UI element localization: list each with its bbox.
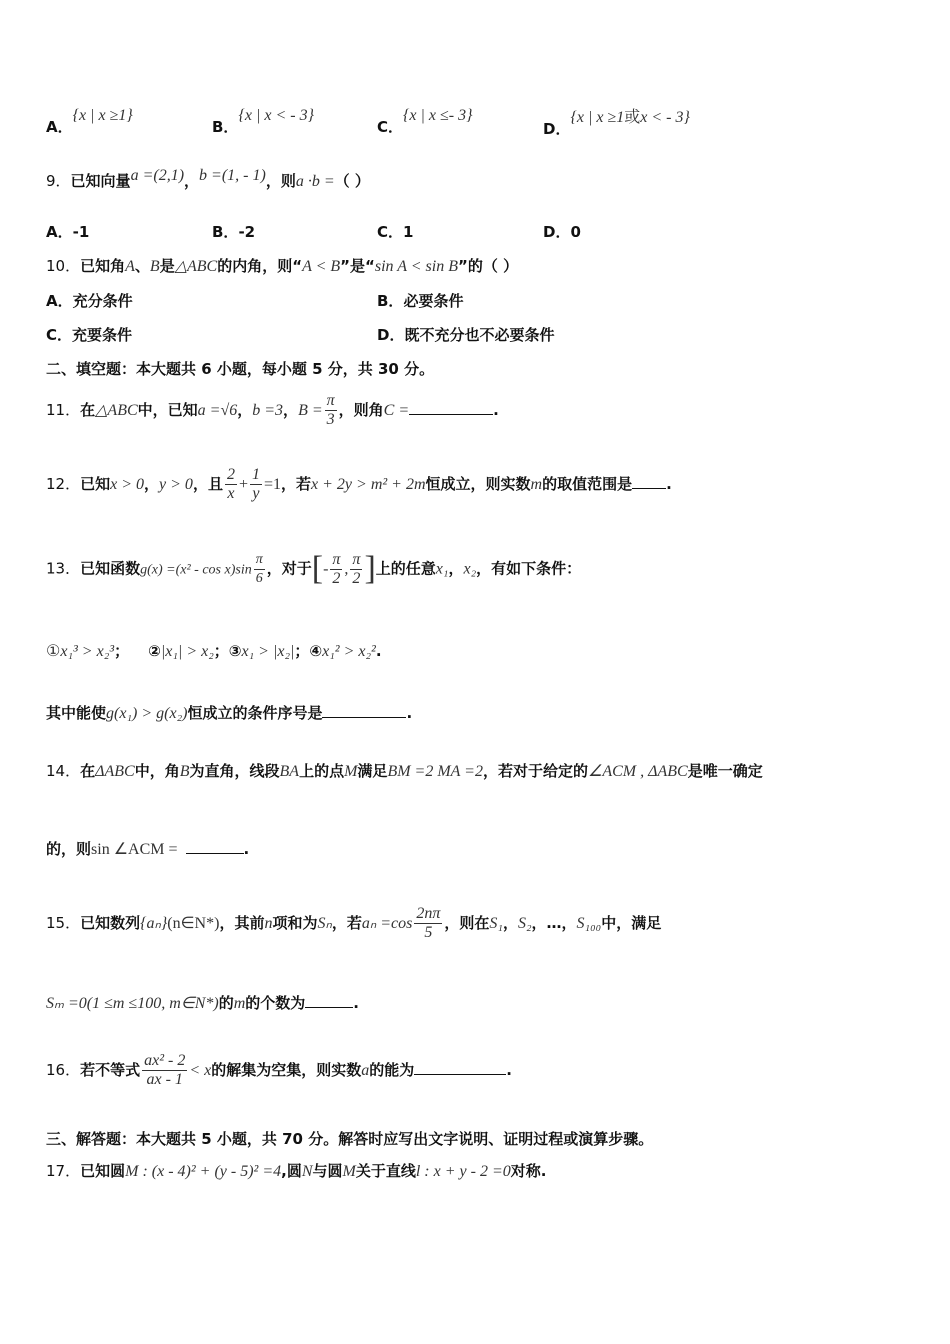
math-equals: =1 — [263, 476, 282, 493]
condition-4: x₁² > x₂² — [322, 643, 376, 660]
question-text: 、 — [134, 257, 150, 275]
math-condition: Sₘ =0(1 ≤m ≤100, m∈N*) — [46, 995, 219, 1012]
option-label: D． — [543, 223, 571, 241]
math-sum: S₁₀₀ — [576, 915, 602, 932]
math-n: n — [264, 915, 273, 932]
question-text: ”是“ — [340, 257, 375, 275]
math-inequality: x + 2y > m² + 2m — [311, 476, 426, 493]
fraction-denominator: 2 — [352, 569, 361, 587]
question-10 — [46, 255, 518, 276]
math-a: a — [361, 1062, 370, 1079]
question-text: ， — [237, 401, 253, 419]
math-sum: S₂ — [517, 915, 532, 932]
question-text: ,圆 — [281, 1162, 302, 1180]
option-math: {x | x < - 3} — [238, 107, 314, 124]
question-text: 已知圆 — [80, 1162, 126, 1180]
question-9 — [46, 167, 370, 191]
math-b: B — [179, 763, 190, 780]
question-text: ，有如下条件： — [476, 559, 582, 578]
option-text: -1 — [72, 223, 90, 241]
math-m: m — [530, 476, 543, 493]
answer-blank[interactable] — [414, 1060, 506, 1075]
fraction-numerator: ax² - 2 — [144, 1052, 186, 1069]
question-text: （ ） — [334, 172, 370, 190]
question-text: ，且 — [192, 475, 223, 493]
option-label: B． — [212, 223, 239, 241]
question-text: 是 — [159, 257, 175, 275]
fraction — [225, 466, 237, 503]
question-text: ， — [144, 475, 160, 493]
question-text: 在 — [80, 401, 96, 419]
condition-3: x₁ > |x₂| — [241, 643, 295, 660]
question-text: 的解集为空集，则实数 — [211, 1061, 362, 1079]
question-text: ，…， — [531, 914, 577, 932]
fraction-denominator: ax - 1 — [146, 1071, 183, 1088]
option-c — [377, 104, 473, 136]
bracket-left-icon: [ — [311, 550, 324, 587]
option-label: A． — [46, 118, 73, 136]
question-text: 上的任意 — [375, 559, 436, 578]
option-a — [46, 221, 89, 242]
math-expression: aₙ =cos — [361, 915, 413, 932]
option-d — [543, 104, 690, 138]
math-a: A — [125, 258, 135, 275]
question-text: 与圆 — [312, 1162, 343, 1180]
fraction-denominator: 6 — [255, 570, 263, 586]
condition-1: x₁³ > x₂³ — [60, 643, 115, 660]
fraction-numerator: π — [352, 550, 361, 568]
option-text: 既不充分也不必要条件 — [404, 326, 555, 344]
math-condition: y > 0 — [159, 476, 193, 493]
question-text: 中，已知 — [137, 401, 198, 419]
option-label: C． — [46, 326, 73, 344]
fraction-numerator: 2 — [226, 466, 235, 483]
math-angle-c: C = — [383, 402, 410, 419]
question-number: 9． — [46, 172, 71, 190]
question-text: 中，满足 — [601, 914, 662, 932]
fraction — [414, 905, 442, 942]
answer-blank[interactable] — [409, 400, 493, 415]
fraction-denominator: y — [252, 485, 260, 502]
math-angle-b: B = — [298, 402, 323, 419]
question-text: . — [666, 475, 672, 493]
math-given: ∠ACM , ΔABC — [587, 763, 688, 780]
option-c — [46, 324, 132, 345]
question-text: 若不等式 — [80, 1061, 141, 1079]
question-16 — [46, 1052, 512, 1089]
option-math: {x | x ≥1} — [72, 107, 133, 124]
question-text: 上的点 — [299, 762, 345, 780]
question-text: 的能为 — [369, 1061, 415, 1079]
math-condition: sin A < sin B — [374, 258, 458, 275]
question-number: 15． — [46, 914, 81, 932]
question-text: ， — [184, 172, 200, 190]
question-text: 已知数列 — [80, 914, 141, 932]
question-text: 满足 — [357, 762, 388, 780]
fraction-denominator: 2 — [332, 569, 341, 587]
fraction — [350, 551, 362, 588]
math-condition: x > 0 — [110, 476, 145, 493]
question-text: . — [243, 840, 250, 858]
option-a — [46, 290, 133, 311]
question-text: 的内角，则“ — [217, 257, 303, 275]
question-text: 为直角，线段 — [189, 762, 280, 780]
math-m: M — [342, 1163, 356, 1180]
fraction-denominator: x — [227, 485, 235, 502]
question-number: 10． — [46, 257, 81, 275]
question-text: 项和为 — [272, 914, 318, 932]
question-14 — [46, 760, 763, 781]
option-label: B． — [212, 118, 239, 136]
option-label: C． — [377, 118, 404, 136]
math-b: b =3 — [252, 402, 284, 419]
fraction-numerator: 2nπ — [416, 905, 441, 922]
question-text: 已知角 — [80, 257, 126, 275]
question-text: 恒成立，则实数 — [425, 475, 531, 493]
math-inequality: < x — [189, 1062, 212, 1079]
question-13-conditions — [46, 640, 382, 661]
math-triangle: △ABC — [95, 402, 138, 419]
option-label: D． — [377, 326, 405, 344]
math-line-equation: l : x + y - 2 =0 — [415, 1163, 511, 1180]
fraction-denominator: 3 — [326, 411, 335, 428]
option-c — [377, 221, 413, 242]
fraction-numerator: π — [254, 551, 265, 570]
question-text: 在 — [80, 762, 96, 780]
fraction — [142, 1052, 187, 1089]
question-text: 对称. — [510, 1162, 547, 1180]
math-separator: , — [344, 560, 349, 578]
option-text: 必要条件 — [403, 292, 464, 310]
question-text: ，则在 — [444, 914, 490, 932]
option-text: 充分条件 — [72, 292, 133, 310]
option-math: x < - 3} — [640, 109, 690, 126]
math-n: N — [301, 1163, 313, 1180]
math-b: B — [149, 258, 160, 275]
question-text: 已知向量 — [70, 172, 131, 190]
question-number: 17． — [46, 1162, 81, 1180]
question-text: ，其前 — [219, 914, 265, 932]
option-b — [212, 221, 255, 242]
question-text: . — [406, 704, 413, 722]
question-text: ， — [448, 559, 464, 578]
fraction-numerator: π — [332, 550, 341, 568]
question-text: 的 — [218, 994, 234, 1012]
question-15-ask — [46, 992, 359, 1013]
math-m: m — [233, 995, 246, 1012]
question-text: ； — [114, 642, 130, 660]
question-text: 的取值范围是 — [542, 475, 633, 493]
answer-blank[interactable] — [305, 993, 353, 1008]
math-domain: (n∈N*) — [167, 915, 220, 932]
condition-2: |x₁| > x₂ — [160, 643, 214, 660]
option-text: 充要条件 — [72, 326, 133, 344]
option-label: D． — [543, 120, 571, 138]
question-text: 恒成立的条件序号是 — [187, 704, 323, 722]
math-inequality: g(x₁) > g(x₂) — [106, 705, 188, 722]
question-14-ask — [46, 838, 249, 859]
option-text: -2 — [238, 223, 256, 241]
fraction — [330, 551, 342, 588]
option-label: B． — [377, 292, 404, 310]
section-heading: 三、解答题：本大题共 5 小题，共 70 分。解答时应写出文字说明、证明过程或演算步骤。 — [46, 1130, 654, 1148]
vector-a: a =(2,1) — [130, 167, 185, 184]
math-triangle: ΔABC — [95, 763, 135, 780]
option-d — [543, 221, 581, 242]
math-x2: x₂ — [463, 560, 477, 578]
math-function: g(x) =(x² - cos x)sin — [140, 562, 252, 578]
math-operator: + — [238, 476, 248, 493]
question-text: ，若 — [281, 475, 312, 493]
math-condition: A < B — [302, 258, 341, 275]
fraction-denominator: 5 — [424, 924, 433, 941]
question-text: 已知 — [80, 475, 111, 493]
fraction — [250, 466, 262, 503]
fraction-numerator: 1 — [251, 466, 260, 483]
question-13-ask — [46, 702, 412, 723]
option-d — [377, 324, 554, 345]
section-heading: 二、填空题：本大题共 6 小题，每小题 5 分，共 30 分。 — [46, 360, 435, 378]
math-sequence: {aₙ} — [140, 915, 168, 932]
question-11 — [46, 392, 499, 429]
condition-marker: ② — [148, 642, 161, 660]
math-x1: x₁ — [435, 560, 449, 578]
question-text: 已知函数 — [80, 559, 141, 578]
math-expression: sin ∠ACM = — [91, 841, 178, 858]
question-15 — [46, 905, 661, 942]
question-text: ，则角 — [338, 401, 384, 419]
question-text: ，若对于给定的 — [482, 762, 588, 780]
option-label: A． — [46, 292, 73, 310]
question-text: 的个数为 — [245, 994, 306, 1012]
question-text: . — [493, 401, 499, 419]
answer-blank[interactable] — [632, 474, 666, 489]
math-triangle: △ABC — [174, 258, 218, 275]
question-text: 其中能使 — [46, 704, 107, 722]
vector-b: b =(1, - 1) — [199, 167, 266, 184]
question-text: 中，角 — [134, 762, 180, 780]
math-circle-equation: M : (x - 4)² + (y - 5)² =4 — [125, 1163, 282, 1180]
option-a — [46, 104, 133, 136]
option-math: {x | x ≤- 3} — [403, 107, 473, 124]
math-a: a =√6 — [197, 402, 238, 419]
question-number: 13． — [46, 559, 81, 578]
option-label: A． — [46, 223, 73, 241]
question-text: ，对于 — [266, 559, 312, 578]
question-number: 14． — [46, 762, 81, 780]
question-text: 的，则 — [46, 840, 92, 858]
question-text: ，则 — [265, 172, 296, 190]
option-text: 或 — [624, 109, 641, 126]
question-text: ；③ — [213, 642, 242, 660]
option-text: 1 — [403, 223, 414, 241]
question-text: . — [506, 1061, 512, 1079]
math-point: M — [344, 763, 358, 780]
question-13 — [46, 550, 581, 588]
math-sum: Sₙ — [317, 915, 332, 932]
option-b — [212, 104, 314, 136]
question-text: ”的（ ） — [457, 257, 519, 275]
question-17 — [46, 1160, 546, 1181]
option-math: {x | x ≥1 — [570, 109, 625, 126]
question-text: ，若 — [331, 914, 362, 932]
option-b — [377, 290, 463, 311]
question-text: 是唯一确定 — [687, 762, 763, 780]
math-operator: - — [323, 560, 329, 578]
math-segment: BA — [279, 763, 300, 780]
dot-product: a ·b = — [295, 173, 335, 190]
condition-marker: ① — [46, 643, 61, 660]
question-text: ；④ — [294, 642, 323, 660]
option-text: 0 — [570, 223, 581, 241]
answer-blank[interactable] — [322, 703, 406, 718]
question-number: 12． — [46, 475, 81, 493]
question-text: . — [375, 642, 382, 660]
question-text: 关于直线 — [355, 1162, 416, 1180]
math-condition: BM =2 MA =2 — [387, 763, 483, 780]
math-sum: S₁ — [489, 915, 503, 932]
question-text: . — [353, 994, 359, 1012]
option-label: C． — [377, 223, 404, 241]
question-text: ， — [502, 914, 518, 932]
question-number: 11． — [46, 401, 81, 419]
fraction — [325, 392, 337, 429]
bracket-right-icon: ] — [364, 550, 376, 587]
answer-blank[interactable] — [186, 839, 244, 854]
question-number: 16． — [46, 1061, 81, 1079]
fraction — [254, 551, 265, 588]
question-12 — [46, 466, 672, 503]
question-text: ， — [283, 401, 299, 419]
fraction-numerator: π — [326, 392, 335, 409]
